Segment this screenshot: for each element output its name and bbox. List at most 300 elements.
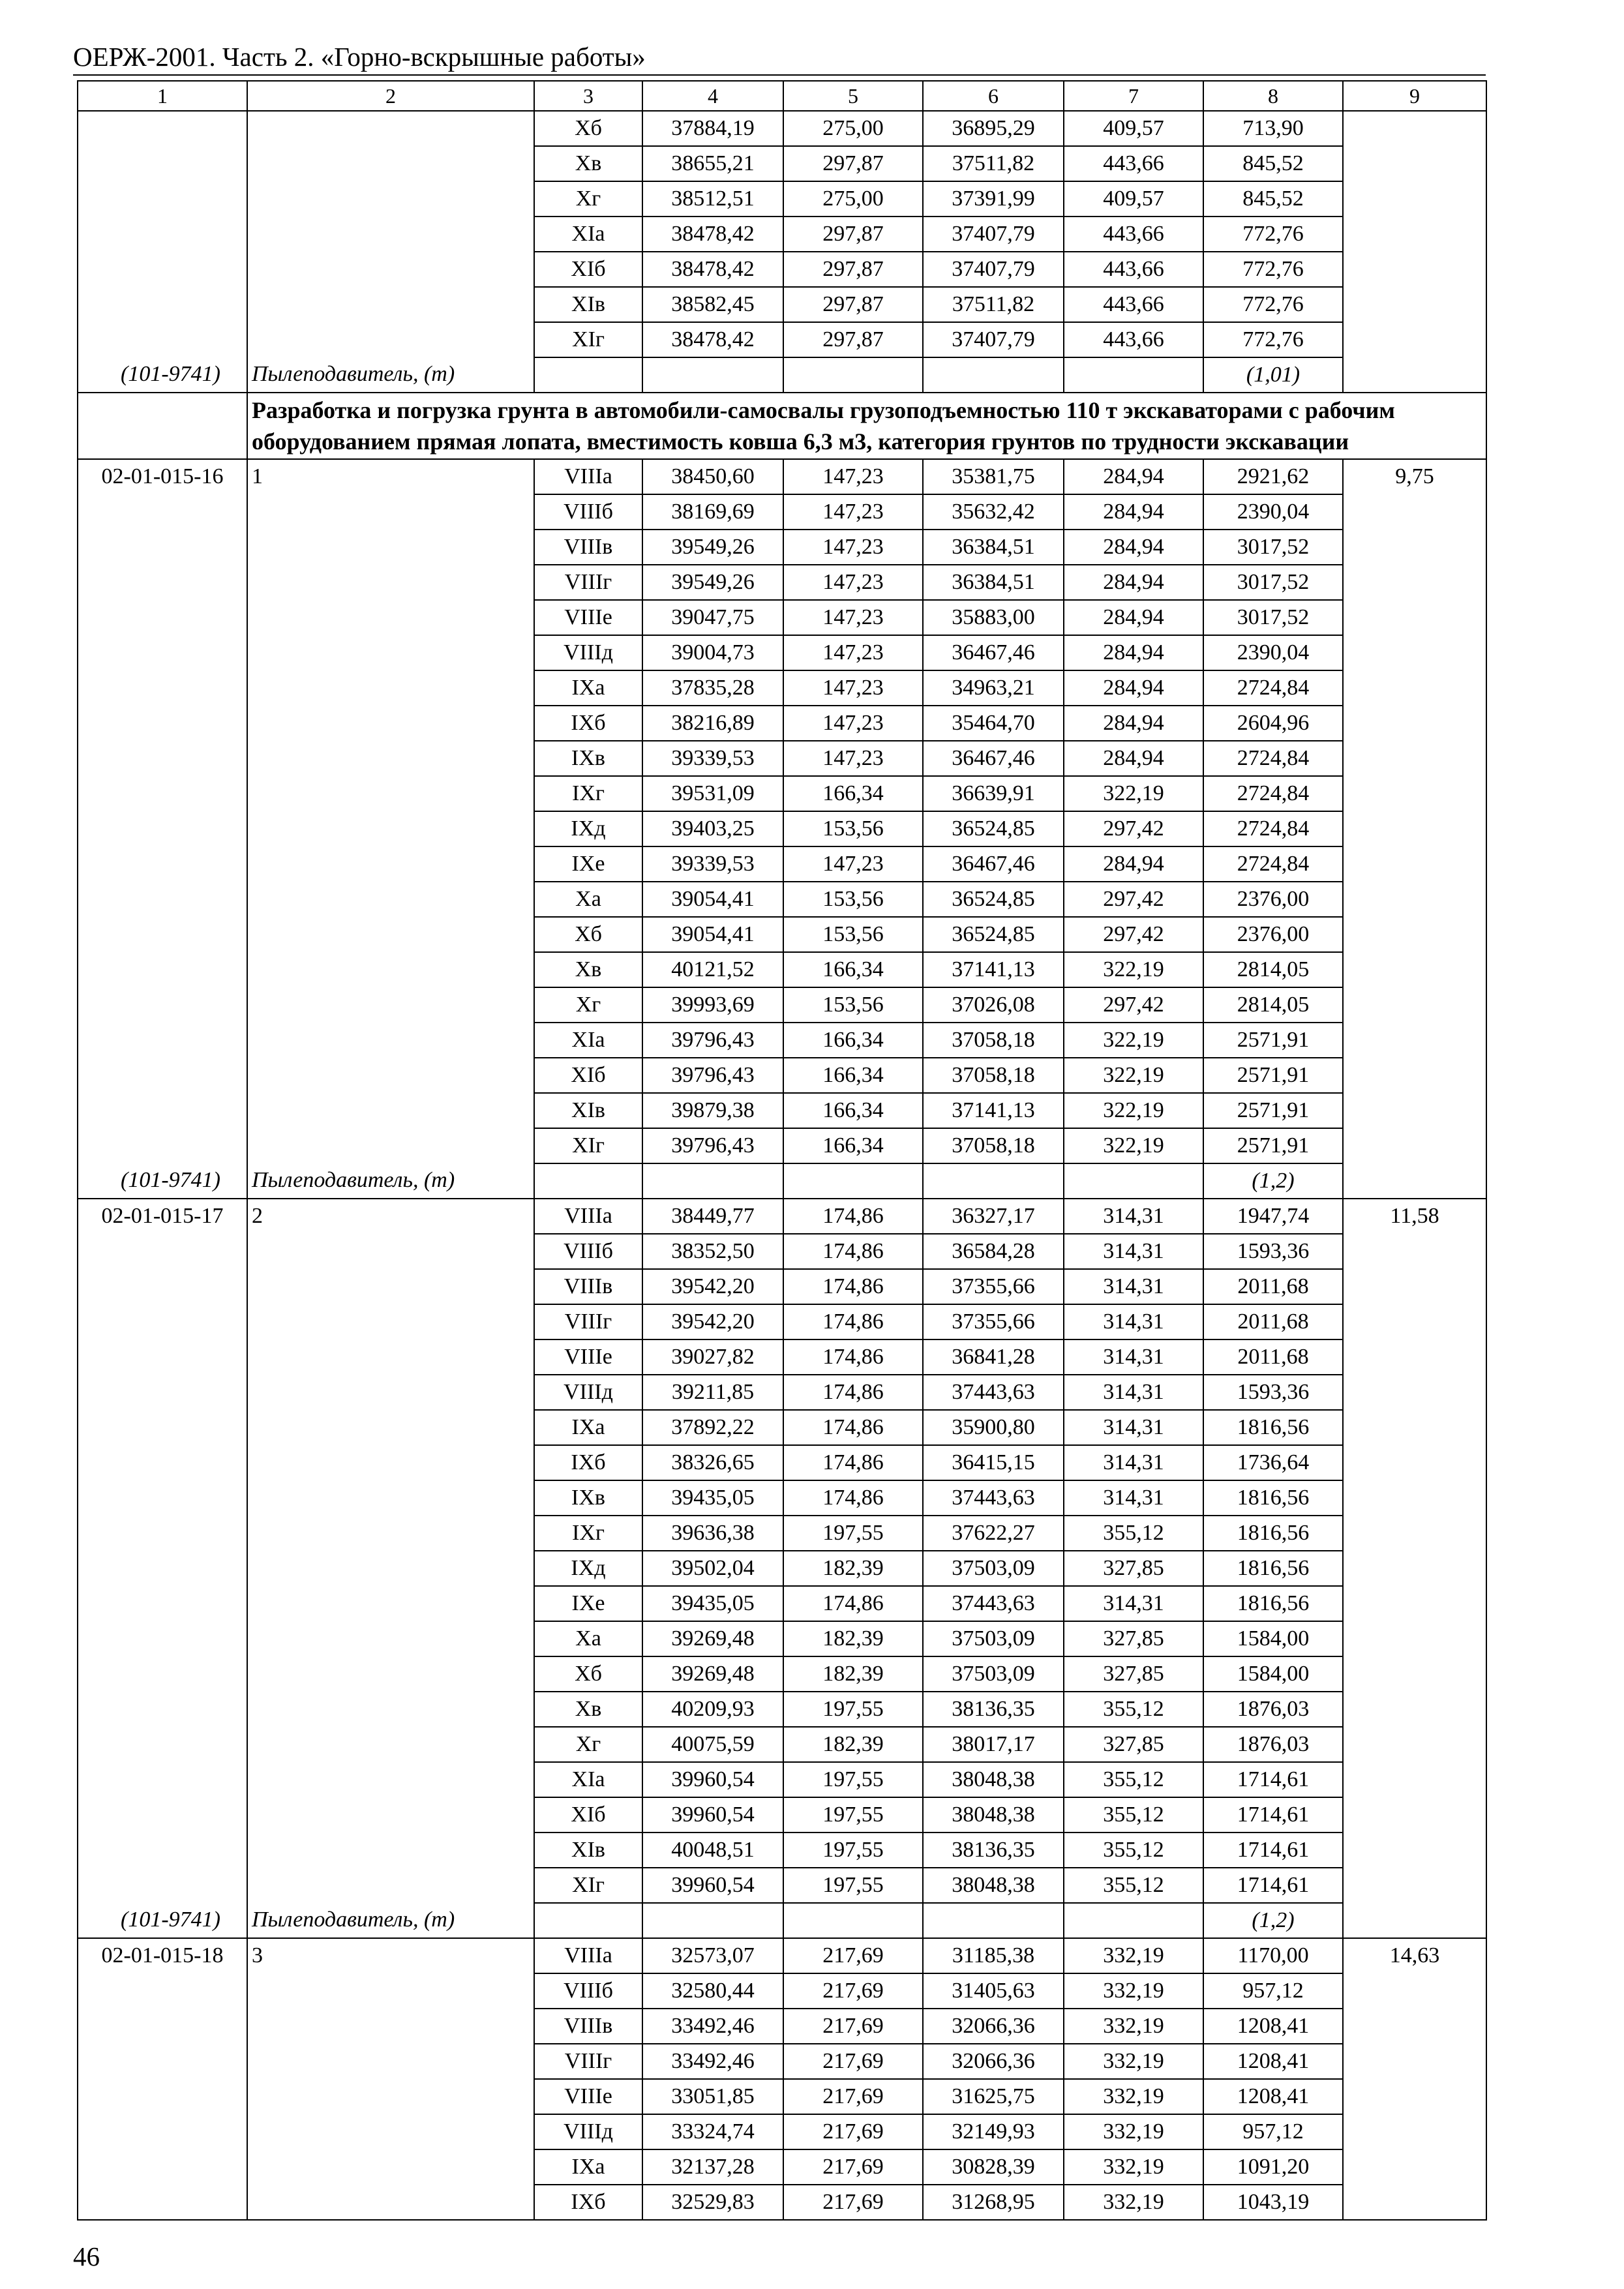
value-cell: 35381,75 <box>923 459 1064 494</box>
item-cell <box>247 776 534 811</box>
value-cell: 314,31 <box>1064 1375 1203 1410</box>
value-cell: XIв <box>534 1833 642 1868</box>
value-cell: 772,76 <box>1203 287 1343 322</box>
value-cell: 327,85 <box>1064 1551 1203 1586</box>
dust-suppressant-row <box>78 357 1486 393</box>
value-cell: 182,39 <box>783 1727 923 1762</box>
value-cell: 36524,85 <box>923 882 1064 917</box>
value-cell: 217,69 <box>783 2114 923 2149</box>
value-cell: 39269,48 <box>642 1656 783 1692</box>
item-cell <box>247 1797 534 1833</box>
table-row <box>78 917 1486 952</box>
rate-cell <box>1343 1692 1486 1727</box>
value-cell: VIIIб <box>534 494 642 530</box>
value-cell: XIг <box>534 1868 642 1903</box>
value-cell: 36524,85 <box>923 917 1064 952</box>
value-cell: 147,23 <box>783 741 923 776</box>
value-cell: 284,94 <box>1064 600 1203 635</box>
value-cell: VIIIб <box>534 1973 642 2009</box>
item-cell <box>247 494 534 530</box>
rate-cell <box>1343 811 1486 846</box>
table-row <box>78 670 1486 706</box>
empty-cell <box>923 357 1064 393</box>
value-cell: 37058,18 <box>923 1058 1064 1093</box>
value-cell: 314,31 <box>1064 1480 1203 1516</box>
value-cell: 2724,84 <box>1203 846 1343 882</box>
value-cell: Xв <box>534 146 642 181</box>
item-cell <box>247 846 534 882</box>
header-divider <box>73 74 1486 76</box>
value-cell: IXд <box>534 811 642 846</box>
resource-value-cell: (1,2) <box>1203 1163 1343 1199</box>
value-cell: 174,86 <box>783 1199 923 1234</box>
value-cell: 2571,91 <box>1203 1128 1343 1163</box>
table-row <box>78 1833 1486 1868</box>
table-row <box>78 1797 1486 1833</box>
item-cell <box>247 1727 534 1762</box>
value-cell: 32066,36 <box>923 2009 1064 2044</box>
value-cell: 297,87 <box>783 146 923 181</box>
value-cell: 37026,08 <box>923 987 1064 1023</box>
value-cell: IXв <box>534 741 642 776</box>
table-row <box>78 2114 1486 2149</box>
table-row <box>78 530 1486 565</box>
rate-cell <box>1343 600 1486 635</box>
value-cell: 297,42 <box>1064 987 1203 1023</box>
code-cell <box>78 146 247 181</box>
value-cell: Xв <box>534 1692 642 1727</box>
value-cell: 39211,85 <box>642 1375 783 1410</box>
code-cell <box>78 1656 247 1692</box>
code-cell <box>78 2079 247 2114</box>
table-row <box>78 1762 1486 1797</box>
value-cell: VIIIе <box>534 600 642 635</box>
value-cell: 1714,61 <box>1203 1797 1343 1833</box>
value-cell: 37443,63 <box>923 1480 1064 1516</box>
value-cell: 1816,56 <box>1203 1586 1343 1621</box>
value-cell: 174,86 <box>783 1339 923 1375</box>
rate-cell <box>1343 1973 1486 2009</box>
value-cell: 37443,63 <box>923 1375 1064 1410</box>
table-row <box>78 1058 1486 1093</box>
empty-cell <box>1064 1163 1203 1199</box>
value-cell: 197,55 <box>783 1516 923 1551</box>
rate-cell <box>1343 111 1486 146</box>
value-cell: Xб <box>534 917 642 952</box>
value-cell: 39339,53 <box>642 741 783 776</box>
rate-cell <box>1343 1868 1486 1903</box>
value-cell: 174,86 <box>783 1480 923 1516</box>
value-cell: 713,90 <box>1203 111 1343 146</box>
value-cell: 38449,77 <box>642 1199 783 1234</box>
value-cell: 197,55 <box>783 1868 923 1903</box>
empty-cell <box>642 357 783 393</box>
value-cell: 39549,26 <box>642 530 783 565</box>
value-cell: 35632,42 <box>923 494 1064 530</box>
rate-cell <box>1343 1234 1486 1269</box>
code-cell <box>78 1058 247 1093</box>
resource-value-cell: (1,01) <box>1203 357 1343 393</box>
value-cell: 36467,46 <box>923 846 1064 882</box>
code-cell <box>78 111 247 146</box>
column-number-cell: 6 <box>923 81 1064 111</box>
table-row <box>78 1516 1486 1551</box>
table-row <box>78 494 1486 530</box>
value-cell: 409,57 <box>1064 111 1203 146</box>
item-cell <box>247 1023 534 1058</box>
value-cell: 37884,19 <box>642 111 783 146</box>
table-row <box>78 635 1486 670</box>
code-cell <box>78 987 247 1023</box>
value-cell: 275,00 <box>783 111 923 146</box>
table-row <box>78 600 1486 635</box>
item-cell <box>247 811 534 846</box>
value-cell: 38478,42 <box>642 217 783 252</box>
dust-suppressant-row <box>78 1903 1486 1938</box>
value-cell: 2571,91 <box>1203 1093 1343 1128</box>
value-cell: 284,94 <box>1064 635 1203 670</box>
value-cell: 2814,05 <box>1203 952 1343 987</box>
code-cell <box>78 1234 247 1269</box>
table-row <box>78 987 1486 1023</box>
value-cell: 2571,91 <box>1203 1058 1343 1093</box>
rate-cell <box>1343 494 1486 530</box>
code-cell <box>78 1093 247 1128</box>
item-cell <box>247 1833 534 1868</box>
value-cell: 314,31 <box>1064 1339 1203 1375</box>
value-cell: 443,66 <box>1064 287 1203 322</box>
code-cell <box>78 1833 247 1868</box>
value-cell: 1947,74 <box>1203 1199 1343 1234</box>
value-cell: 217,69 <box>783 1973 923 2009</box>
rate-cell <box>1343 1445 1486 1480</box>
item-cell <box>247 1516 534 1551</box>
rate-cell <box>1343 635 1486 670</box>
code-cell <box>78 287 247 322</box>
value-cell: XIг <box>534 322 642 357</box>
value-cell: 39993,69 <box>642 987 783 1023</box>
item-cell <box>247 1445 534 1480</box>
table-row <box>78 952 1486 987</box>
column-number-cell: 7 <box>1064 81 1203 111</box>
rate-cell <box>1343 217 1486 252</box>
value-cell: 3017,52 <box>1203 600 1343 635</box>
code-cell <box>78 1375 247 1410</box>
code-cell <box>78 1269 247 1304</box>
table-row <box>78 2009 1486 2044</box>
value-cell: 39960,54 <box>642 1762 783 1797</box>
rate-cell <box>1343 2149 1486 2185</box>
rate-cell <box>1343 1304 1486 1339</box>
table-row <box>78 217 1486 252</box>
value-cell: IXа <box>534 2149 642 2185</box>
rate-cell <box>1343 1797 1486 1833</box>
code-cell <box>78 1727 247 1762</box>
resource-code-cell: (101-9741) <box>78 1163 247 1199</box>
column-number-cell: 5 <box>783 81 923 111</box>
code-cell <box>78 1762 247 1797</box>
value-cell: VIIIа <box>534 1199 642 1234</box>
value-cell: 284,94 <box>1064 565 1203 600</box>
value-cell: XIа <box>534 1023 642 1058</box>
value-cell: 35900,80 <box>923 1410 1064 1445</box>
table-row <box>78 287 1486 322</box>
value-cell: 31268,95 <box>923 2185 1064 2220</box>
code-cell: 02-01-015-17 <box>78 1199 247 1234</box>
value-cell: 147,23 <box>783 846 923 882</box>
value-cell: 297,87 <box>783 287 923 322</box>
code-cell <box>78 1797 247 1833</box>
empty-cell <box>783 357 923 393</box>
value-cell: 297,42 <box>1064 917 1203 952</box>
value-cell: VIIIб <box>534 1234 642 1269</box>
value-cell: 35464,70 <box>923 706 1064 741</box>
table-row <box>78 1304 1486 1339</box>
value-cell: 38136,35 <box>923 1833 1064 1868</box>
empty-cell <box>923 1163 1064 1199</box>
value-cell: 40209,93 <box>642 1692 783 1727</box>
value-cell: 322,19 <box>1064 1058 1203 1093</box>
rate-cell <box>1343 2079 1486 2114</box>
table-row <box>78 1480 1486 1516</box>
table-row <box>78 1234 1486 1269</box>
value-cell: 2390,04 <box>1203 635 1343 670</box>
value-cell: 1714,61 <box>1203 1868 1343 1903</box>
value-cell: 1170,00 <box>1203 1938 1343 1973</box>
value-cell: 332,19 <box>1064 2114 1203 2149</box>
table-row <box>78 181 1486 217</box>
value-cell: 38216,89 <box>642 706 783 741</box>
table-row <box>78 1656 1486 1692</box>
value-cell: 37407,79 <box>923 217 1064 252</box>
value-cell: 355,12 <box>1064 1833 1203 1868</box>
value-cell: 38352,50 <box>642 1234 783 1269</box>
rates-table <box>77 80 1487 2221</box>
table-row <box>78 1727 1486 1762</box>
item-cell <box>247 2114 534 2149</box>
value-cell: 297,87 <box>783 252 923 287</box>
value-cell: Xг <box>534 181 642 217</box>
item-cell <box>247 1410 534 1445</box>
item-cell <box>247 987 534 1023</box>
value-cell: 40075,59 <box>642 1727 783 1762</box>
code-cell: 02-01-015-18 <box>78 1938 247 1973</box>
value-cell: 31405,63 <box>923 1973 1064 2009</box>
value-cell: Xг <box>534 1727 642 1762</box>
value-cell: Xб <box>534 111 642 146</box>
value-cell: XIа <box>534 217 642 252</box>
table-row <box>78 2079 1486 2114</box>
value-cell: VIIIа <box>534 1938 642 1973</box>
value-cell: 153,56 <box>783 987 923 1023</box>
resource-name-cell: Пылеподавитель, (т) <box>247 1903 534 1938</box>
value-cell: 284,94 <box>1064 670 1203 706</box>
value-cell: 2376,00 <box>1203 882 1343 917</box>
table-row <box>78 1023 1486 1058</box>
value-cell: 38136,35 <box>923 1692 1064 1727</box>
code-cell <box>78 2009 247 2044</box>
value-cell: 355,12 <box>1064 1516 1203 1551</box>
item-cell <box>247 2185 534 2220</box>
rate-cell: 14,63 <box>1343 1938 1486 1973</box>
value-cell: 38582,45 <box>642 287 783 322</box>
rate-cell <box>1343 1480 1486 1516</box>
table-row <box>78 2149 1486 2185</box>
value-cell: IXг <box>534 1516 642 1551</box>
value-cell: 217,69 <box>783 2044 923 2079</box>
rate-cell <box>1343 1410 1486 1445</box>
item-cell <box>247 1093 534 1128</box>
resource-code-cell: (101-9741) <box>78 357 247 393</box>
value-cell: 37511,82 <box>923 146 1064 181</box>
rate-cell <box>1343 181 1486 217</box>
empty-cell <box>1343 1163 1486 1199</box>
table-body <box>78 81 1486 2220</box>
code-cell <box>78 846 247 882</box>
value-cell: 1208,41 <box>1203 2009 1343 2044</box>
value-cell: 37355,66 <box>923 1304 1064 1339</box>
value-cell: 182,39 <box>783 1621 923 1656</box>
code-cell <box>78 917 247 952</box>
code-cell <box>78 1339 247 1375</box>
value-cell: 39960,54 <box>642 1868 783 1903</box>
rate-cell <box>1343 1833 1486 1868</box>
empty-cell <box>1064 1903 1203 1938</box>
item-cell <box>247 917 534 952</box>
value-cell: 39403,25 <box>642 811 783 846</box>
code-cell <box>78 1551 247 1586</box>
value-cell: 284,94 <box>1064 741 1203 776</box>
value-cell: VIIIв <box>534 530 642 565</box>
code-cell <box>78 1410 247 1445</box>
value-cell: VIIIе <box>534 1339 642 1375</box>
value-cell: 37141,13 <box>923 1093 1064 1128</box>
code-cell <box>78 635 247 670</box>
value-cell: 40048,51 <box>642 1833 783 1868</box>
value-cell: 37622,27 <box>923 1516 1064 1551</box>
value-cell: 2724,84 <box>1203 741 1343 776</box>
code-cell <box>78 252 247 287</box>
resource-name-cell: Пылеподавитель, (т) <box>247 357 534 393</box>
value-cell: 38017,17 <box>923 1727 1064 1762</box>
value-cell: 38478,42 <box>642 252 783 287</box>
rate-cell <box>1343 776 1486 811</box>
value-cell: 174,86 <box>783 1410 923 1445</box>
value-cell: 147,23 <box>783 706 923 741</box>
value-cell: IXб <box>534 706 642 741</box>
value-cell: 39796,43 <box>642 1128 783 1163</box>
value-cell: 1208,41 <box>1203 2079 1343 2114</box>
value-cell: 332,19 <box>1064 2079 1203 2114</box>
table-row <box>78 882 1486 917</box>
value-cell: VIIIд <box>534 2114 642 2149</box>
value-cell: 166,34 <box>783 952 923 987</box>
value-cell: 35883,00 <box>923 600 1064 635</box>
value-cell: 2604,96 <box>1203 706 1343 741</box>
value-cell: 147,23 <box>783 670 923 706</box>
value-cell: 2376,00 <box>1203 917 1343 952</box>
value-cell: 322,19 <box>1064 776 1203 811</box>
value-cell: VIIIд <box>534 1375 642 1410</box>
value-cell: 147,23 <box>783 530 923 565</box>
value-cell: 38048,38 <box>923 1868 1064 1903</box>
item-cell <box>247 322 534 357</box>
value-cell: 37391,99 <box>923 181 1064 217</box>
value-cell: IXе <box>534 846 642 882</box>
table-row <box>78 1375 1486 1410</box>
value-cell: 2011,68 <box>1203 1339 1343 1375</box>
item-cell <box>247 287 534 322</box>
item-cell <box>247 1586 534 1621</box>
item-cell: 3 <box>247 1938 534 1973</box>
item-cell <box>247 181 534 217</box>
value-cell: 772,76 <box>1203 217 1343 252</box>
value-cell: 39339,53 <box>642 846 783 882</box>
value-cell: 174,86 <box>783 1234 923 1269</box>
rate-cell <box>1343 1375 1486 1410</box>
item-cell <box>247 1339 534 1375</box>
value-cell: 33492,46 <box>642 2009 783 2044</box>
table-row <box>78 1445 1486 1480</box>
value-cell: 197,55 <box>783 1833 923 1868</box>
table-row <box>78 1621 1486 1656</box>
value-cell: XIв <box>534 1093 642 1128</box>
code-cell <box>78 776 247 811</box>
value-cell: 37141,13 <box>923 952 1064 987</box>
value-cell: 217,69 <box>783 2079 923 2114</box>
value-cell: 314,31 <box>1064 1304 1203 1339</box>
value-cell: 2724,84 <box>1203 811 1343 846</box>
value-cell: VIIIе <box>534 2079 642 2114</box>
rate-cell <box>1343 1551 1486 1586</box>
column-number-cell: 2 <box>247 81 534 111</box>
code-cell <box>78 670 247 706</box>
value-cell: XIв <box>534 287 642 322</box>
value-cell: 1736,64 <box>1203 1445 1343 1480</box>
table-row <box>78 1973 1486 2009</box>
value-cell: 39542,20 <box>642 1269 783 1304</box>
value-cell: 284,94 <box>1064 706 1203 741</box>
resource-name-cell: Пылеподавитель, (т) <box>247 1163 534 1199</box>
value-cell: VIIIд <box>534 635 642 670</box>
empty-cell <box>78 393 247 459</box>
value-cell: 217,69 <box>783 2185 923 2220</box>
value-cell: 2921,62 <box>1203 459 1343 494</box>
value-cell: 174,86 <box>783 1445 923 1480</box>
value-cell: 2011,68 <box>1203 1304 1343 1339</box>
table-row <box>78 1199 1486 1234</box>
value-cell: 1208,41 <box>1203 2044 1343 2079</box>
value-cell: 39004,73 <box>642 635 783 670</box>
value-cell: VIIIг <box>534 2044 642 2079</box>
rate-cell <box>1343 1727 1486 1762</box>
value-cell: 39502,04 <box>642 1551 783 1586</box>
empty-cell <box>534 357 642 393</box>
value-cell: 39047,75 <box>642 600 783 635</box>
value-cell: IXд <box>534 1551 642 1586</box>
rate-cell <box>1343 670 1486 706</box>
value-cell: 36327,17 <box>923 1199 1064 1234</box>
table-row <box>78 1410 1486 1445</box>
value-cell: 36415,15 <box>923 1445 1064 1480</box>
value-cell: 147,23 <box>783 494 923 530</box>
rate-cell <box>1343 1586 1486 1621</box>
value-cell: IXе <box>534 1586 642 1621</box>
value-cell: 443,66 <box>1064 146 1203 181</box>
rate-cell: 9,75 <box>1343 459 1486 494</box>
item-cell <box>247 146 534 181</box>
code-cell <box>78 565 247 600</box>
